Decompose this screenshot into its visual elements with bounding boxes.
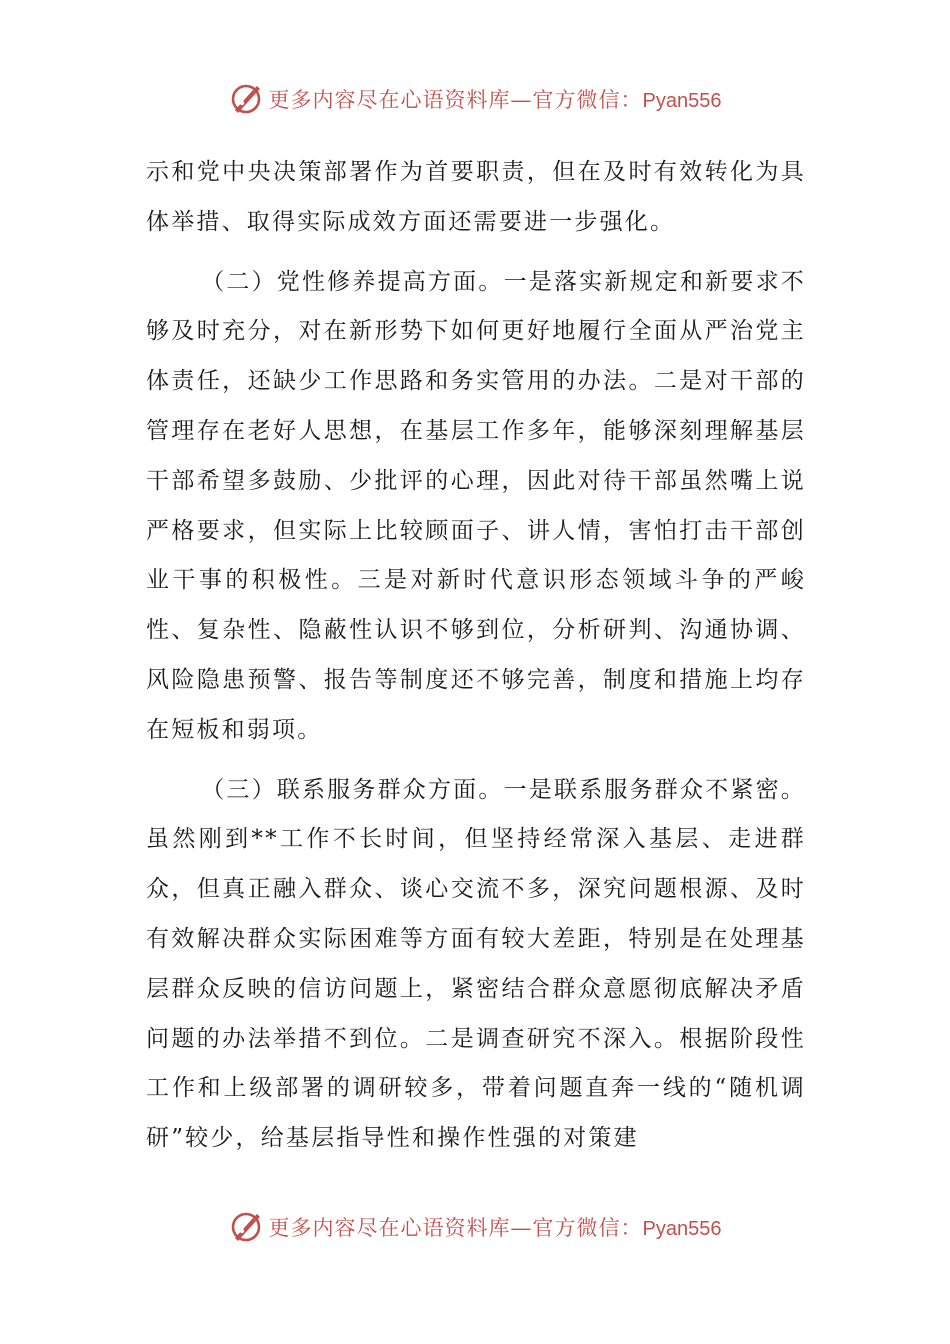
paragraph-party-spirit: （二）党性修养提高方面。一是落实新规定和新要求不够及时充分，对在新形势下如何更好地履行全面从严治党主体责任，还缺少工作思路和务实管用的办法。二是对干部的管理存在老好人思想，在基层工作多年，能够深刻理解基层干部希望多鼓励、少批评的心理，因此对待干部虽然嘴上说严格要求，但实际上比较顾面子、讲人情，害怕打击干部创业干事的积极性。三是对新时代意识形态领域斗争的严峻性、复杂性、隐蔽性认识不够到位，分析研判、沟通协调、风险隐患预警、报告等制度还不够完善，制度和措施上均存在短板和弱项。	[146, 268, 806, 743]
watermark-wechat-id: Pyan556	[642, 90, 722, 112]
pen-circle-logo-icon	[229, 82, 263, 116]
paragraph-continued: 示和党中央决策部署作为首要职责，但在及时有效转化为具体举措、取得实际成效方面还需要进一步强化。	[146, 159, 806, 235]
watermark-text-cn: 更多内容尽在心语资料库—官方微信：	[268, 88, 643, 112]
footer-watermark	[0, 1210, 950, 1244]
paragraph-serving-masses: （三）联系服务群众方面。一是联系服务群众不紧密。虽然刚到**工作不长时间，但坚持经常深入基层、走进群众，但真正融入群众、谈心交流不多，深究问题根源、及时有效解决群众实际困难等方面有较大差距，特别是在处理基层群众反映的信访问题上，紧密结合群众意愿彻底解决矛盾问题的办法举措不到位。二是调查研究不深入。根据阶段性工作和上级部署的调研较多，带着问题直奔一线的“随机调研”较少，给基层指导性和操作性强的对策建	[146, 776, 806, 1152]
watermark-text	[269, 84, 722, 114]
header-watermark	[0, 82, 950, 116]
document-body	[146, 148, 806, 1164]
pen-circle-logo-icon	[229, 1210, 263, 1244]
watermark-text	[269, 1212, 722, 1242]
watermark-wechat-id: Pyan556	[642, 1218, 722, 1240]
watermark-text-cn: 更多内容尽在心语资料库—官方微信：	[268, 1216, 643, 1240]
